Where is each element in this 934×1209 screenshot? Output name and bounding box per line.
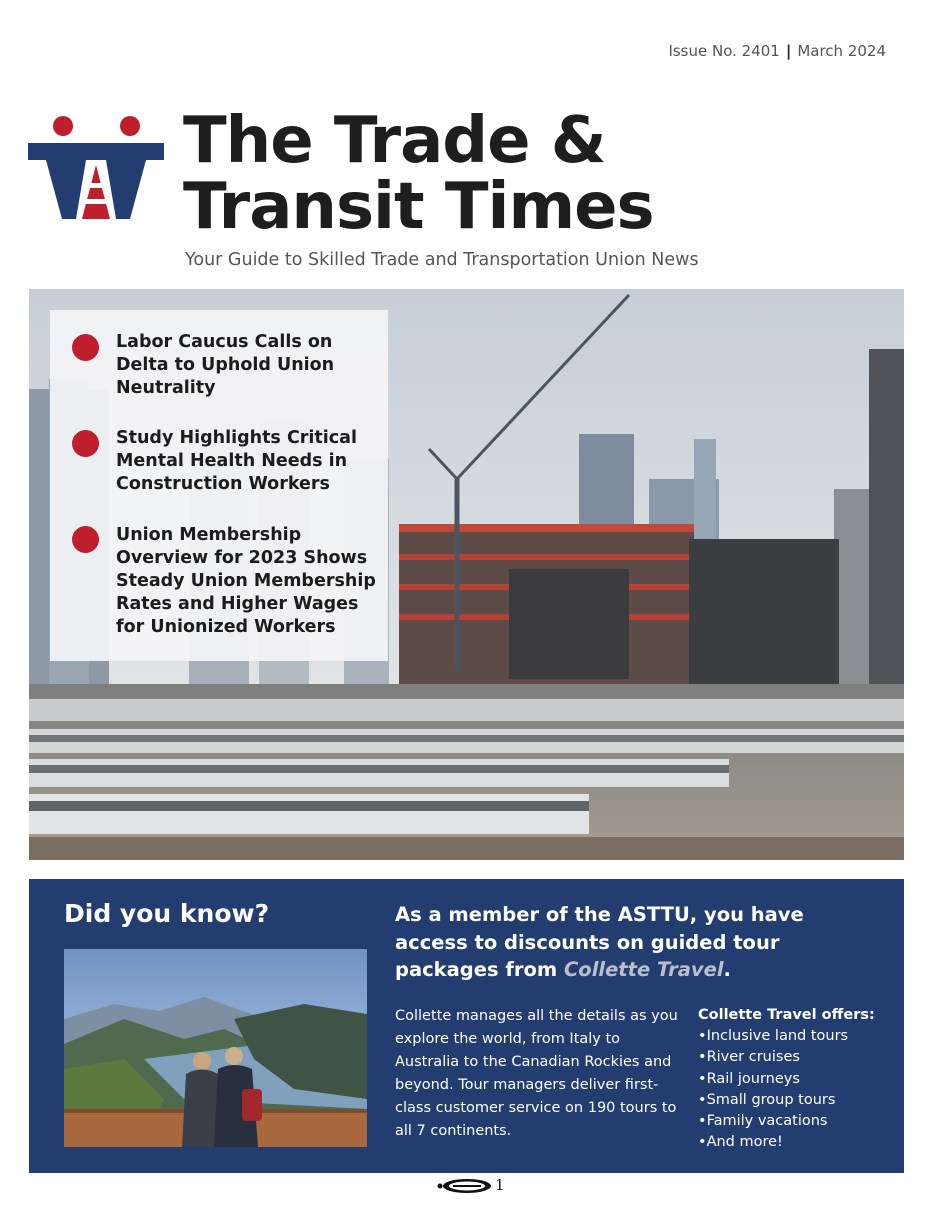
lead-text: As a member of the ASTTU, you have access to discounts on guided tour packages from <box>395 903 804 981</box>
headline-bullet-icon <box>72 430 99 457</box>
headline-bullet-icon <box>72 334 99 361</box>
collette-travel-brand: Collette Travel <box>564 958 724 981</box>
issue-date: March 2024 <box>797 42 886 60</box>
did-you-know-body: Collette manages all the details as you explore the world, from Italy to Australia to the Canadian Rockies and beyond. Tour managers deliver first-class customer service on 190 tours to all 7 continents. <box>395 1008 678 1139</box>
masthead-title <box>183 104 654 244</box>
hero-photo <box>29 289 904 860</box>
headline-list <box>50 310 388 661</box>
did-you-know-panel <box>29 879 904 1173</box>
headline-2[interactable]: Study Highlights Critical Mental Health Needs in Construction Workers <box>116 428 357 494</box>
headline-bullet-icon <box>72 526 99 553</box>
masthead-title-line1: The Trade & <box>183 104 606 178</box>
offers-list <box>698 1005 898 1153</box>
offers-title: Collette Travel offers: <box>698 1007 875 1023</box>
offer-item: • Small group tours <box>698 1090 898 1111</box>
page-number: 1 <box>495 1176 505 1194</box>
issue-separator: | <box>785 42 792 60</box>
offer-item: • And more! <box>698 1132 898 1153</box>
travelers-lake-photo <box>64 949 367 1147</box>
page-footer <box>0 1174 934 1198</box>
lead-suffix: . <box>723 958 731 981</box>
issue-number: Issue No. 2401 <box>668 42 780 60</box>
masthead-title-line2: Transit Times <box>183 170 654 244</box>
offer-item: • Rail journeys <box>698 1069 898 1090</box>
offer-item: • River cruises <box>698 1047 898 1068</box>
issue-info <box>668 42 886 60</box>
headline-3[interactable]: Union Membership Overview for 2023 Shows Steady Union Membership Rates and Higher Wages for Unionized Workers <box>116 525 376 637</box>
union-bug-ornament-icon <box>437 1178 495 1194</box>
did-you-know-lead <box>395 901 855 984</box>
offer-item: • Family vacations <box>698 1111 898 1132</box>
union-people-logo-icon <box>28 115 168 225</box>
offer-item: • Inclusive land tours <box>698 1026 898 1047</box>
mountain-lake-illustration <box>64 949 367 1147</box>
headline-1[interactable]: Labor Caucus Calls on Delta to Uphold Union Neutrality <box>116 332 335 398</box>
did-you-know-title: Did you know? <box>64 899 270 928</box>
masthead-tagline: Your Guide to Skilled Trade and Transportation Union News <box>185 250 699 270</box>
